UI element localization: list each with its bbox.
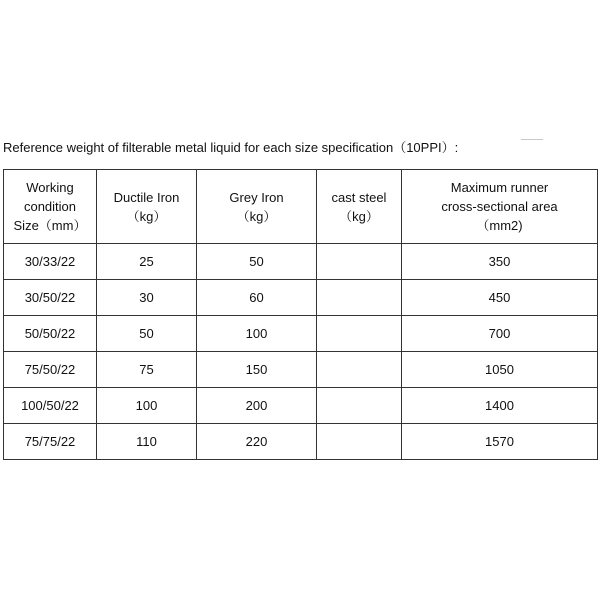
cell-runner-area: 1400 — [402, 388, 598, 424]
cell-size: 75/50/22 — [4, 352, 97, 388]
cell-cast-steel — [317, 280, 402, 316]
cell-grey-iron: 60 — [197, 280, 317, 316]
cell-grey-iron: 150 — [197, 352, 317, 388]
cell-cast-steel — [317, 388, 402, 424]
cell-grey-iron: 220 — [197, 424, 317, 460]
header-ductile-iron — [97, 170, 197, 244]
cell-runner-area: 1570 — [402, 424, 598, 460]
cell-ductile-iron: 75 — [97, 352, 197, 388]
table-row — [4, 244, 598, 280]
header-line: Grey Iron — [229, 189, 284, 205]
header-line: Size（mm） — [13, 218, 87, 233]
header-line: （kg） — [339, 208, 379, 224]
cell-runner-area: 450 — [402, 280, 598, 316]
header-line: Maximum runner — [450, 180, 549, 195]
header-line: （mm2) — [476, 218, 523, 233]
cell-grey-iron: 100 — [197, 316, 317, 352]
header-grey-iron — [197, 170, 317, 244]
spec-table — [3, 169, 598, 460]
cell-cast-steel — [317, 424, 402, 460]
cell-ductile-iron: 50 — [97, 316, 197, 352]
table-row — [4, 352, 598, 388]
header-line: Working — [26, 180, 74, 195]
cell-ductile-iron: 110 — [97, 424, 197, 460]
table-row — [4, 388, 598, 424]
cell-grey-iron: 200 — [197, 388, 317, 424]
table-row — [4, 316, 598, 352]
cell-cast-steel — [317, 352, 402, 388]
cell-runner-area: 350 — [402, 244, 598, 280]
header-line: condition — [23, 199, 77, 214]
table-body — [4, 244, 598, 460]
header-runner-area — [402, 170, 598, 244]
cell-size: 30/50/22 — [4, 280, 97, 316]
header-line: cross-sectional area — [441, 199, 558, 214]
table-caption: Reference weight of filterable metal liquid for each size specification（10PPI）: — [3, 140, 459, 155]
decorative-mark — [521, 139, 543, 140]
cell-size: 30/33/22 — [4, 244, 97, 280]
header-line: （kg） — [236, 208, 277, 224]
table-row — [4, 280, 598, 316]
cell-size: 50/50/22 — [4, 316, 97, 352]
header-line: cast steel — [331, 189, 387, 205]
header-size — [4, 170, 97, 244]
cell-cast-steel — [317, 316, 402, 352]
table-header — [4, 170, 598, 244]
header-line: （kg） — [126, 208, 167, 224]
cell-grey-iron: 50 — [197, 244, 317, 280]
header-row — [4, 170, 598, 244]
table-row — [4, 424, 598, 460]
cell-ductile-iron: 100 — [97, 388, 197, 424]
cell-runner-area: 700 — [402, 316, 598, 352]
cell-size: 100/50/22 — [4, 388, 97, 424]
cell-ductile-iron: 30 — [97, 280, 197, 316]
cell-runner-area: 1050 — [402, 352, 598, 388]
header-line: Ductile Iron — [113, 189, 180, 205]
cell-cast-steel — [317, 244, 402, 280]
cell-ductile-iron: 25 — [97, 244, 197, 280]
cell-size: 75/75/22 — [4, 424, 97, 460]
header-cast-steel — [317, 170, 402, 244]
